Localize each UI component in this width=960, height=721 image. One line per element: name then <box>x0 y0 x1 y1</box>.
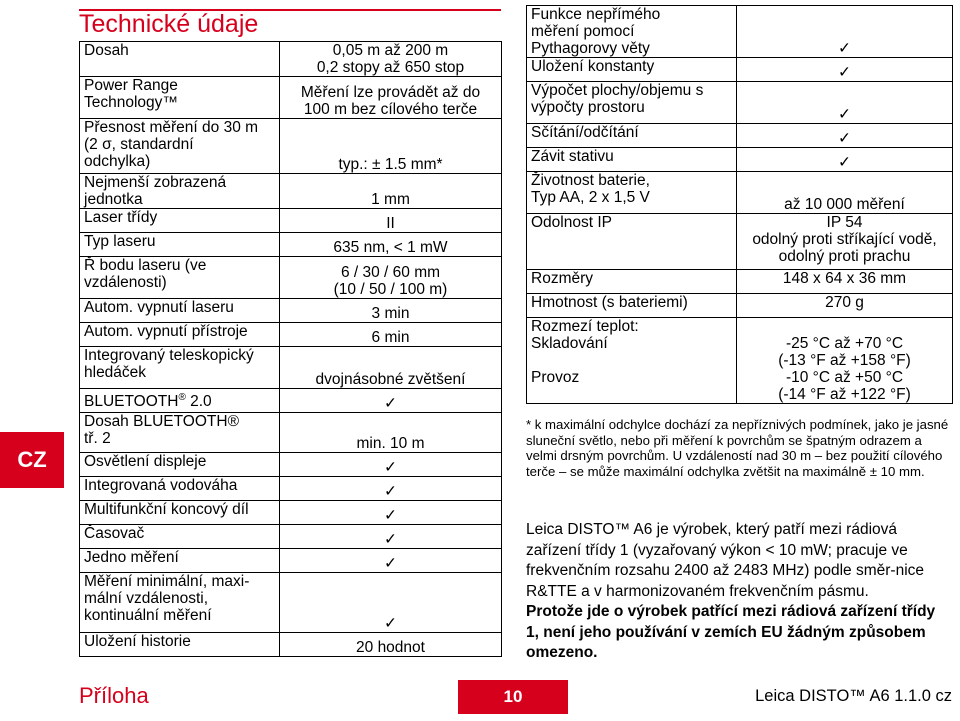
spec-value: ✓ <box>737 124 953 148</box>
spec-row <box>527 148 953 172</box>
spec-label <box>80 389 280 413</box>
compliance-paragraph-bold: Protože jde o výrobek patřící mezi rádiová zařízení třídy 1, není jeho používání v zemích EU žádným způsobem omezeno. <box>526 603 936 661</box>
spec-value: IP 54 odolný proti stříkající vodě, odolný proti prachu <box>737 214 953 270</box>
spec-row <box>80 299 502 323</box>
spec-label: Power Range Technology™ <box>80 77 280 119</box>
spec-row <box>80 501 502 525</box>
spec-value: 20 hodnot <box>280 633 502 657</box>
spec-label-text: BLUETOOTH <box>84 393 179 411</box>
registered-mark: ® <box>178 392 186 403</box>
spec-label: Dosah BLUETOOTH® tř. 2 <box>80 413 280 453</box>
spec-value: dvojnásobné zvětšení <box>280 347 502 389</box>
footer-section: Příloha <box>79 683 149 708</box>
spec-label: Odolnost IP <box>527 214 737 270</box>
spec-row <box>80 389 502 413</box>
spec-value: ✓ <box>280 573 502 633</box>
spec-row <box>80 525 502 549</box>
specs-table-right <box>526 5 953 404</box>
spec-value: ✓ <box>737 82 953 124</box>
spec-label: Typ laseru <box>80 233 280 257</box>
spec-value: ✓ <box>280 477 502 501</box>
spec-row <box>527 172 953 214</box>
spec-row <box>527 214 953 270</box>
spec-label: Integrovaná vodováha <box>80 477 280 501</box>
spec-value: ✓ <box>280 501 502 525</box>
spec-label: Výpočet plochy/objemu s výpočty prostoru <box>527 82 737 124</box>
spec-label: Rozmezí teplot: Skladování Provoz <box>527 318 737 404</box>
spec-label: Integrovaný teleskopický hledáček <box>80 347 280 389</box>
spec-value: ✓ <box>280 525 502 549</box>
spec-label: Závit stativu <box>527 148 737 172</box>
compliance-paragraph: Leica DISTO™ A6 je výrobek, který patří mezi rádiová zařízení třídy 1 (vyzařovaný výkon < 10 mW; pracuje ve frekvenčním rozsahu 2400 až 2483 MHz) podle směr-nice R&TTE a v harmonizovaném frekvenčním pásmu. <box>526 521 925 600</box>
page-title: Technické údaje <box>79 10 259 38</box>
spec-label: Osvětlení displeje <box>80 453 280 477</box>
spec-label: Laser třídy <box>80 209 280 233</box>
spec-value: 6 min <box>280 323 502 347</box>
spec-value: 3 min <box>280 299 502 323</box>
spec-row <box>80 233 502 257</box>
spec-row <box>80 323 502 347</box>
spec-value: ✓ <box>737 6 953 58</box>
spec-row <box>80 174 502 209</box>
spec-row <box>80 42 502 77</box>
radio-compliance-text <box>526 520 952 664</box>
spec-row <box>80 257 502 299</box>
spec-label: Časovač <box>80 525 280 549</box>
spec-label: Jedno měření <box>80 549 280 573</box>
spec-label: Uložení historie <box>80 633 280 657</box>
spec-row <box>527 270 953 294</box>
spec-value: 270 g <box>737 294 953 318</box>
spec-value: 635 nm, < 1 mW <box>280 233 502 257</box>
spec-row <box>80 573 502 633</box>
spec-row <box>80 453 502 477</box>
spec-value: až 10 000 měření <box>737 172 953 214</box>
spec-row <box>80 209 502 233</box>
spec-label: Autom. vypnutí laseru <box>80 299 280 323</box>
spec-value: 6 / 30 / 60 mm (10 / 50 / 100 m) <box>280 257 502 299</box>
spec-value: ✓ <box>737 58 953 82</box>
spec-row <box>80 77 502 119</box>
spec-row <box>80 549 502 573</box>
spec-value: 148 x 64 x 36 mm <box>737 270 953 294</box>
accuracy-footnote: * k maximální odchylce dochází za nepříznivých podmínek, jako je jasné sluneční světlo, nebo při měření k povrchům se špatným odrazem a velmi drsným povrchům. U vzdáleností nad 30 m – bez použití cílového terče – se může maximální odchylka zvětšit na maximálně ± 10 mm. <box>526 417 949 479</box>
language-tab: CZ <box>0 432 64 488</box>
spec-value: Měření lze provádět až do 100 m bez cílového terče <box>280 77 502 119</box>
spec-label: Funkce nepřímého měření pomocí Pythagorovy věty <box>527 6 737 58</box>
spec-label: Sčítání/odčítání <box>527 124 737 148</box>
spec-row <box>80 119 502 174</box>
specs-table-left <box>79 41 502 657</box>
spec-label: Nejmenší zobrazená jednotka <box>80 174 280 209</box>
spec-row <box>527 124 953 148</box>
page-number: 10 <box>458 680 568 714</box>
spec-value: II <box>280 209 502 233</box>
spec-value: 1 mm <box>280 174 502 209</box>
spec-label: Dosah <box>80 42 280 77</box>
spec-value: typ.: ± 1.5 mm* <box>280 119 502 174</box>
spec-label: Přesnost měření do 30 m (2 σ, standardní odchylka) <box>80 119 280 174</box>
spec-row <box>527 58 953 82</box>
spec-label: Životnost baterie, Typ AA, 2 x 1,5 V <box>527 172 737 214</box>
spec-label: Hmotnost (s bateriemi) <box>527 294 737 318</box>
spec-label-suffix: 2.0 <box>185 393 212 411</box>
spec-label: Autom. vypnutí přístroje <box>80 323 280 347</box>
spec-label: Měření minimální, maxi- mální vzdálenosti, kontinuální měření <box>80 573 280 633</box>
spec-row <box>80 633 502 657</box>
spec-value: ✓ <box>280 549 502 573</box>
spec-row <box>527 294 953 318</box>
spec-row <box>527 6 953 58</box>
spec-row <box>80 347 502 389</box>
spec-label: Multifunkční koncový díl <box>80 501 280 525</box>
spec-row <box>527 82 953 124</box>
spec-row <box>80 413 502 453</box>
spec-label: Rozměry <box>527 270 737 294</box>
spec-value: ✓ <box>280 453 502 477</box>
spec-value: min. 10 m <box>280 413 502 453</box>
spec-label: Uložení konstanty <box>527 58 737 82</box>
footer-product: Leica DISTO™ A6 1.1.0 cz <box>755 687 952 705</box>
spec-value: -25 °C až +70 °C (-13 °F až +158 °F) -10 °C až +50 °C (-14 °F až +122 °F) <box>737 318 953 404</box>
spec-value: ✓ <box>737 148 953 172</box>
spec-row <box>527 318 953 404</box>
spec-value: ✓ <box>280 389 502 413</box>
spec-label: Ř bodu laseru (ve vzdálenosti) <box>80 257 280 299</box>
spec-row <box>80 477 502 501</box>
spec-value: 0,05 m až 200 m 0,2 stopy až 650 stop <box>280 42 502 77</box>
